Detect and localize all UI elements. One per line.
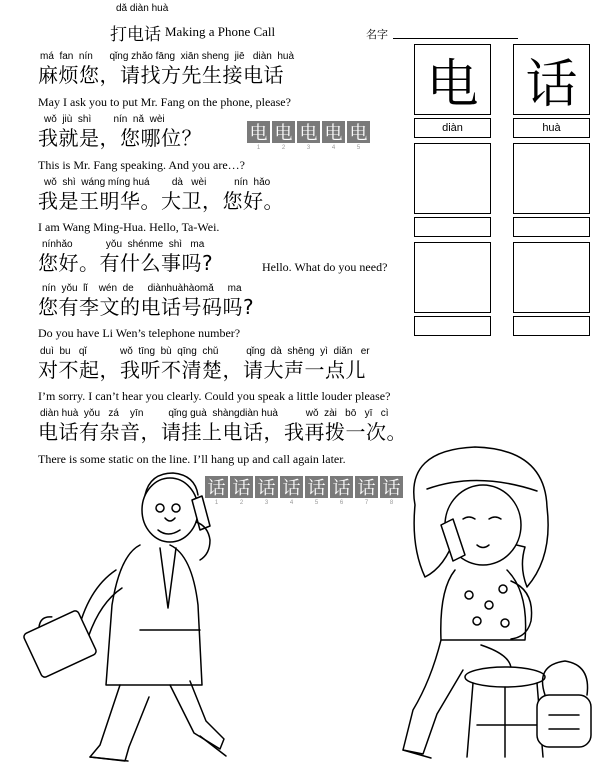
line7-pinyin: diàn huà yǒu zá yīn qǐng guà shàngdiàn huà wǒ zài bō yī cì (40, 408, 389, 419)
name-blank-line[interactable] (393, 38, 518, 39)
hua-stroke-step: 话 (255, 476, 278, 498)
stroke-number: 6 (339, 500, 344, 506)
practice-box[interactable] (513, 242, 590, 313)
char-model-dian: 电 (426, 55, 479, 115)
line7-chinese: 电话有杂音，请挂上电话，我再拨一次。 (38, 420, 407, 444)
practice-box[interactable] (414, 143, 491, 214)
pinyin-practice-box[interactable] (513, 316, 590, 336)
line3-english: I am Wang Ming-Hua. Hello, Ta-Wei. (38, 220, 220, 234)
line1-pinyin: má fan nín qǐng zhǎo fāng xiān sheng jiē diàn huà (40, 51, 295, 62)
pinyin-box-dian (414, 118, 491, 138)
line2-english: This is Mr. Fang speaking. And you are…? (38, 158, 245, 172)
stroke-number: 2 (239, 500, 244, 506)
dian-stroke-step: 电 (247, 121, 270, 143)
line6-english: I’m sorry. I can’t hear you clearly. Could you speak a little louder please? (38, 389, 391, 403)
hua-stroke-step: 话 (280, 476, 303, 498)
hua-stroke-step: 话 (380, 476, 403, 498)
char-model-hua: 话 (525, 55, 578, 115)
practice-box[interactable] (414, 242, 491, 313)
line5-english: Do you have Li Wen’s telephone number? (38, 326, 241, 340)
stroke-number: 8 (389, 500, 394, 506)
char-model-box-dian (414, 44, 491, 115)
line4-english: Hello. What do you need? (262, 260, 388, 274)
pinyin-box-hua (513, 118, 590, 138)
line1-chinese: 麻烦您，请找方先生接电话 (38, 63, 284, 87)
line6-pinyin: duì bu qǐ wǒ tīng bù qīng chǔ qǐng dà shēng yì diǎn er (40, 346, 370, 357)
stroke-number: 4 (331, 145, 336, 151)
hua-stroke-step: 话 (230, 476, 253, 498)
stroke-number: 3 (264, 500, 269, 506)
dian-stroke-numbers (247, 145, 370, 151)
title-pinyin: dǎ diàn huà (116, 3, 169, 14)
dian-stroke-step: 电 (347, 121, 370, 143)
hua-stroke-step: 话 (205, 476, 228, 498)
hua-stroke-step: 话 (355, 476, 378, 498)
line2-chinese: 我就是，您哪位？ (38, 126, 202, 150)
title-english: Making a Phone Call (165, 24, 276, 39)
line4-chinese: 您好。有什么事吗? (38, 251, 214, 275)
pinyin-label-hua: huà (542, 122, 561, 134)
pinyin-practice-box[interactable] (513, 217, 590, 237)
girl-on-phone-illustration (385, 445, 595, 770)
line5-pinyin: nín yǒu lǐ wén de diànhuàhàomǎ ma (42, 283, 242, 294)
pinyin-practice-box[interactable] (414, 217, 491, 237)
stroke-number: 4 (289, 500, 294, 506)
line7-english: There is some static on the line. I’ll hang up and call again later. (38, 452, 346, 466)
stroke-number: 5 (314, 500, 319, 506)
pinyin-practice-box[interactable] (414, 316, 491, 336)
line3-pinyin: wǒ shì wáng míng huá dà wèi nín hǎo (44, 177, 271, 188)
stroke-number: 2 (281, 145, 286, 151)
line2-pinyin: wǒ jiù shì nín nǎ wèi (44, 114, 165, 125)
line5-chinese: 您有李文的电话号码吗? (38, 295, 255, 319)
stroke-number: 1 (214, 500, 219, 506)
hua-stroke-step: 话 (330, 476, 353, 498)
dian-stroke-step: 电 (322, 121, 345, 143)
dian-stroke-step: 电 (272, 121, 295, 143)
practice-box[interactable] (513, 143, 590, 214)
line6-chinese: 对不起，我听不清楚，请大声一点儿 (38, 358, 366, 382)
hua-stroke-step: 话 (305, 476, 328, 498)
dian-stroke-order-strip (247, 121, 370, 143)
title-chinese: 打电话 (110, 25, 161, 45)
char-model-box-hua (513, 44, 590, 115)
stroke-number: 7 (364, 500, 369, 506)
stroke-number: 5 (356, 145, 361, 151)
businessman-on-phone-illustration (20, 470, 300, 770)
line1-english: May I ask you to put Mr. Fang on the phone, please? (38, 95, 291, 109)
stroke-number: 1 (256, 145, 261, 151)
line4-pinyin: nínhǎo yǒu shénme shì ma (42, 239, 205, 250)
stroke-number: 3 (306, 145, 311, 151)
line3-chinese: 我是王明华。大卫，您好。 (38, 189, 284, 213)
pinyin-label-dian: diàn (442, 122, 463, 134)
dian-stroke-step: 电 (297, 121, 320, 143)
name-label: 名字 (366, 28, 388, 41)
